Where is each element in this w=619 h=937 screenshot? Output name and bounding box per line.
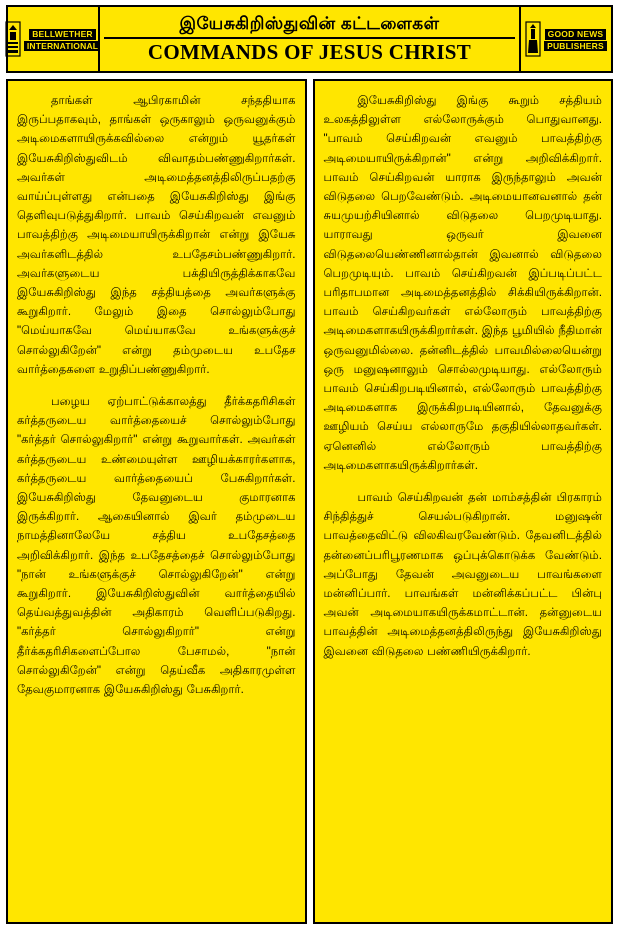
international-label: INTERNATIONAL bbox=[24, 41, 101, 52]
logo-inner-right bbox=[522, 20, 610, 58]
bellwether-label: BELLWETHER bbox=[29, 29, 96, 40]
bell-tower-icon bbox=[5, 20, 21, 58]
title-block bbox=[100, 7, 519, 71]
paragraph: இயேசுகிறிஸ்து இங்கு கூறும் சத்தியம் உலகத்திலுள்ள எல்லோருக்கும் பொதுவானது. "பாவம் செய்கிறவன் எவனும் பாவத்திற்கு அடிமையாயிருக்கிறான்" என்று அறிவிக்கிறார். பாவம் செய்கிறவன் யாராக இருந்தாலும் அவன் விடுதலை பெறவேண்டும். அடிமையானவனால் தன் சுயமுயற்சியினால் விடுதலை பெறமுடியாது. யாராவது ஒருவர் இவனை விடுதலையெண்ணினால்தான் இவனால் விடுதலை பெறமுடியும். பாவம் செய்கிறவன் இப்படிப்பட்ட பரிதாபமான அடிமைத்தனத்தில் சிக்கியிருக்கிறான். பாவம் செய்கிறவர்கள் எல்லோரும் பாவத்திற்கு அடிமைகளாகயிருக்கிறார்கள். இந்த பூமியில் நீதிமான் ஒருவனுமில்லை. தன்னிடத்தில் பாவமில்லையென்று ஒரு மனுஷனாலும் சொல்லமுடியாது. எல்லோரும் பாவம் செய்கிறபடியினால், எல்லோரும் பாவத்திற்கு அடிமைகளாக இருக்கிறபடியினால், தேவனுக்கு ஊழியம் செய்ய எல்லாருமே தகுதியில்லாதவர்கள். ஏனெனில் எல்லோரும் பாவத்திற்கு அடிமைகளாகயிருக்கிறார்கள். bbox=[323, 94, 602, 472]
paragraph: பாவம் செய்கிறவன் தன் மாம்சத்தின் பிரகாரம் சிந்தித்துச் செயல்படுகிறான். மனுஷன் பாவத்தைவிட்டு விலகிவரவேண்டும். தேவனிடத்தில் தன்னைப்பரிபூரணமாக ஒப்புக்கொடுக்க வேண்டும். அப்போது தேவன் அவனுடைய பாவங்களை மன்னிப்பார். பாவங்கள் மன்னிக்கப்பட்ட பின்பு அவன் அடிமையாகயிருக்கமாட்டான். தன்னுடைய பாவத்தின் அடிமைத்தனத்திலிருந்து இயேசுகிறிஸ்து இவனை விடுதலை பண்ணியிருக்கிறார். bbox=[323, 491, 602, 658]
page-title-tamil: இயேசுகிறிஸ்துவின் கட்டளைகள் bbox=[179, 14, 440, 34]
publishers-label: PUBLISHERS bbox=[544, 41, 607, 52]
body-columns bbox=[6, 79, 613, 924]
bellwether-international-logo bbox=[8, 7, 100, 71]
paragraph: தாங்கள் ஆபிரகாமின் சந்ததியாக இருப்பதாகவும், தாங்கள் ஒருகாலும் ஒருவனுக்கும் அடிமைகளாயிருக்கவில்லை என்றும் யூதர்கள் இயேசுகிறிஸ்துவிடம் விவாதம்பண்ணுகிறார்கள். அவர்கள் அடிமைத்தனத்திலிருப்பதற்கு வாய்ப்புள்ளது என்பதை இயேசுகிறிஸ்து இங்கு தெளிவுபடுத்துகிறார். பாவம் செய்கிறவன் எவனும் பாவத்திற்கு அடிமையாயிருக்கிறான் என்று இயேசு அவர்களிடத்தில் உபதேசம்பண்ணுகிறார். அவர்களுடைய பக்தியிருத்திக்காகவே இயேசுகிறிஸ்து இந்த சத்தியத்தை அவர்களுக்கு கூறுகிறார். மேலும் இதை சொல்லும்போது "மெய்யாகவே மெய்யாகவே உங்களுக்குச் சொல்லுகிறேன்" என்று தம்முடைய உபதேச வார்த்தைகளை உறுதிப்பண்ணுகிறார். bbox=[17, 94, 296, 376]
column-left bbox=[6, 79, 307, 924]
logo-words-right bbox=[544, 27, 607, 52]
logo-inner-left bbox=[9, 20, 97, 58]
good-news-label: GOOD NEWS bbox=[545, 29, 607, 40]
page-header bbox=[6, 5, 613, 73]
column-right bbox=[313, 79, 614, 924]
page-title-english: COMMANDS OF JESUS CHRIST bbox=[147, 39, 472, 64]
logo-words-left bbox=[24, 27, 101, 52]
good-news-publishers-logo bbox=[519, 7, 611, 71]
title-divider bbox=[104, 37, 515, 39]
paragraph: பழைய ஏற்பாட்டுக்காலத்து தீர்க்கதரிசிகள் கர்த்தருடைய வார்த்தையைச் சொல்லும்போது "கர்த்தர் சொல்லுகிறார்" என்று கூறுவார்கள். அவர்கள் கர்த்தருடைய உண்மையுள்ள ஊழியக்காரர்களாக, கர்த்தருடைய வார்த்தையைப் பேசுகிறார்கள். இயேசுகிறிஸ்து தேவனுடைய குமாரனாக இருக்கிறார். ஆகையினால் இவர் தம்முடைய நாமத்தினாலேயே சத்திய உபதேசத்தை அறிவிக்கிறார். இந்த உபதேசத்தைச் சொல்லும்போது "நான் உங்களுக்குச் சொல்லுகிறேன்" என்று கூறுகிறார். இயேசுகிறிஸ்துவின் வார்த்தையில் தெய்வத்துவத்தின் அதிகாரம் வெளிப்படுகிறது. "கர்த்தர் சொல்லுகிறார்" என்று தீர்க்கதரிசிகளைப்போல பேசாமல், "நான் சொல்லுகிறேன்" என்று தெய்வீக அதிகாரமுள்ள தேவகுமாரனாக இயேசுகிறிஸ்து பேசுகிறார். bbox=[17, 395, 296, 697]
lighthouse-icon bbox=[525, 20, 541, 58]
